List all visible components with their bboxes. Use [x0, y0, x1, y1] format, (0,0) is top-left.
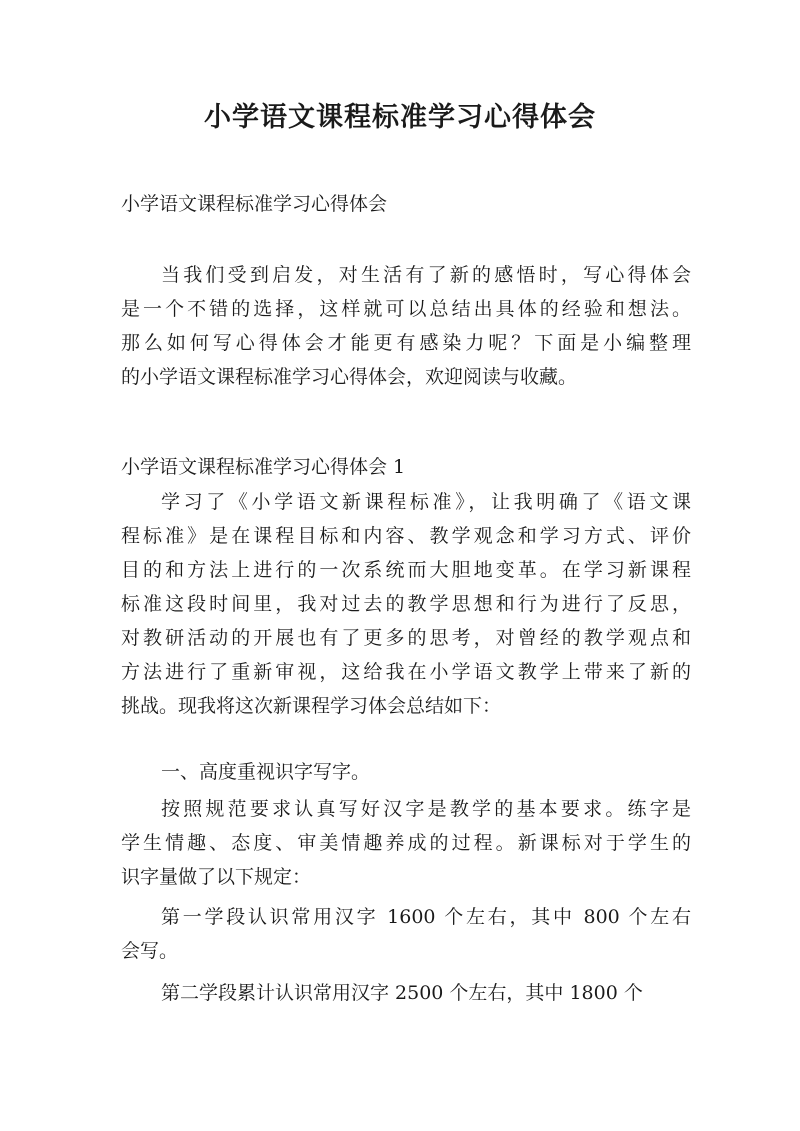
paragraph-line: 那么如何写心得体会才能更有感染力呢？下面是小编整理	[121, 332, 691, 354]
paragraph-line: 对教研活动的开展也有了更多的思考，对曾经的教学观点和	[121, 627, 691, 649]
paragraph-line: 学生情趣、态度、审美情趣养成的过程。新课标对于学生的	[121, 832, 691, 854]
stage1-paragraph	[121, 900, 691, 968]
paragraph-line: 会写。	[121, 940, 179, 962]
section-heading-1: 小学语文课程标准学习心得体会 1	[121, 456, 406, 478]
paragraph-line: 是一个不错的选择，这样就可以总结出具体的经验和想法。	[121, 298, 691, 320]
paragraph-line: 按照规范要求认真写好汉字是教学的基本要求。练字是	[161, 798, 691, 820]
paragraph-line: 识字量做了以下规定：	[121, 866, 312, 888]
paragraph-line: 程标准》是在课程目标和内容、教学观念和学习方式、评价	[121, 525, 691, 547]
paragraph-line: 第一学段认识常用汉字 1600 个左右，其中 800 个左右	[161, 906, 691, 928]
paragraph-line: 目的和方法上进行的一次系统而大胆地变革。在学习新课程	[121, 559, 691, 581]
stage2-paragraph	[121, 976, 691, 1010]
point-heading-1: 一、高度重视识字写字。	[161, 761, 371, 783]
paragraph-line: 当我们受到启发，对生活有了新的感悟时，写心得体会	[161, 264, 691, 286]
paragraph-line: 挑战。现我将这次新课程学习体会总结如下：	[121, 695, 502, 717]
document-title: 小学语文课程标准学习心得体会	[204, 102, 596, 133]
paragraph-line: 第二学段累计认识常用汉字 2500 个左右，其中 1800 个	[161, 982, 643, 1004]
section1-paragraph	[121, 485, 691, 723]
paragraph-line: 学习了《小学语文新课程标准》，让我明确了《语文课	[161, 491, 691, 513]
point1-paragraph	[121, 792, 691, 894]
paragraph-line: 方法进行了重新审视，这给我在小学语文教学上带来了新的	[121, 661, 691, 683]
paragraph-line: 的小学语文课程标准学习心得体会，欢迎阅读与收藏。	[121, 366, 578, 388]
paragraph-line: 标准这段时间里，我对过去的教学思想和行为进行了反思，	[121, 593, 691, 615]
intro-paragraph	[121, 258, 691, 394]
document-subtitle: 小学语文课程标准学习心得体会	[121, 193, 388, 215]
